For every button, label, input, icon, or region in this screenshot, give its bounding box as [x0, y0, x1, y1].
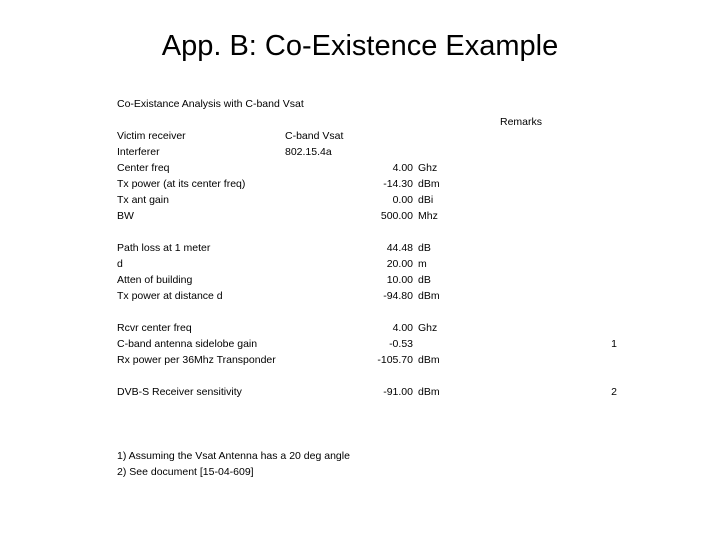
row-label: Interferer: [117, 146, 160, 158]
row-victim-receiver: [117, 128, 622, 144]
row-value: 44.48: [386, 242, 413, 254]
row-value: -94.80: [383, 290, 413, 302]
row-label: d: [117, 258, 123, 270]
row-tx-ant-gain: [117, 192, 622, 208]
row-unit: dBm: [418, 290, 440, 302]
row-atten-building: [117, 272, 622, 288]
row-unit: dBi: [418, 194, 434, 206]
row-label: Tx ant gain: [117, 194, 169, 206]
row-label: Center freq: [117, 162, 170, 174]
row-value: -91.00: [383, 386, 413, 398]
row-unit: dB: [418, 274, 431, 286]
sheet-title: Co-Existance Analysis with C-band Vsat: [117, 98, 304, 110]
footnote-2: 2) See document [15-04-609]: [117, 466, 254, 478]
row-value: 4.00: [392, 162, 413, 174]
row-rx-power: [117, 352, 622, 368]
row-label: Victim receiver: [117, 130, 186, 142]
row-value: 20.00: [386, 258, 413, 270]
row-value: 10.00: [386, 274, 413, 286]
row-unit: Mhz: [418, 210, 438, 222]
row-distance: [117, 256, 622, 272]
row-interferer: [117, 144, 622, 160]
row-label: Rcvr center freq: [117, 322, 192, 334]
row-label: BW: [117, 210, 134, 222]
row-path-loss: [117, 240, 622, 256]
row-value: -105.70: [377, 354, 413, 366]
row-value: -0.53: [389, 338, 413, 350]
row-value: C-band Vsat: [285, 130, 344, 142]
row-remark: 1: [611, 338, 617, 350]
row-value: 0.00: [392, 194, 413, 206]
row-unit: m: [418, 258, 427, 270]
row-value: -14.30: [383, 178, 413, 190]
row-unit: dB: [418, 242, 431, 254]
footnote-1: 1) Assuming the Vsat Antenna has a 20 deg angle: [117, 450, 350, 462]
row-unit: Ghz: [418, 162, 438, 174]
row-value: 802.15.4a: [285, 146, 332, 158]
row-label: Path loss at 1 meter: [117, 242, 211, 254]
row-tx-power: [117, 176, 622, 192]
analysis-sheet: [117, 96, 622, 496]
row-label: DVB-S Receiver sensitivity: [117, 386, 242, 398]
row-unit: dBm: [418, 386, 440, 398]
row-label: C-band antenna sidelobe gain: [117, 338, 258, 350]
row-center-freq: [117, 160, 622, 176]
row-label: Tx power (at its center freq): [117, 178, 246, 190]
row-unit: dBm: [418, 354, 440, 366]
row-unit: Ghz: [418, 322, 438, 334]
row-sidelobe-gain: [117, 336, 622, 352]
row-bw: [117, 208, 622, 224]
row-unit: dBm: [418, 178, 440, 190]
row-tx-power-distance: [117, 288, 622, 304]
row-label: Rx power per 36Mhz Transponder: [117, 354, 276, 366]
row-rcvr-center-freq: [117, 320, 622, 336]
row-value: 500.00: [380, 210, 413, 222]
row-label: Atten of building: [117, 274, 193, 286]
row-dvbs-sensitivity: [117, 384, 622, 400]
row-value: 4.00: [392, 322, 413, 334]
row-label: Tx power at distance d: [117, 290, 223, 302]
remarks-header: Remarks: [500, 116, 543, 128]
slide-title: App. B: Co-Existence Example: [161, 30, 559, 62]
row-remark: 2: [611, 386, 617, 398]
